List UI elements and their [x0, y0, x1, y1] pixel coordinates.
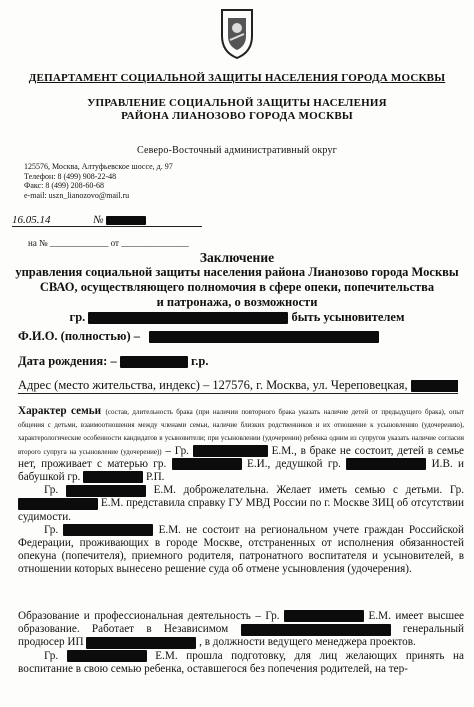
outgoing-date-number: 16.05.14 № — [12, 214, 202, 227]
fio-field: Ф.И.О. (полностью) – — [18, 329, 379, 344]
birth-date-field: Дата рождения: – г.р. — [18, 354, 209, 368]
education-section: Образование и профессиональная деятельность – Гр. Е.М. имеет высшее образование. Работает в Независимом генеральный продюсер ИП , в должности ведущего менеджера проектов. Гр. Е.М. прошла подготовку, для лиц желающих принять на воспитание в свою семью ребенка, оставшегося без попечения родителей, на тер- — [18, 610, 465, 675]
district-name: Северо-Восточный административный округ — [137, 145, 337, 156]
redacted-number — [106, 216, 146, 225]
administration-name: УПРАВЛЕНИЕ СОЦИАЛЬНОЙ ЗАЩИТЫ НАСЕЛЕНИЯ РАЙОНА ЛИАНОЗОВО ГОРОДА МОСКВЫ — [87, 97, 387, 122]
redacted-name — [88, 312, 288, 324]
redacted-fio — [149, 331, 379, 343]
address-field: Адрес (место жительства, индекс) – 127576, г. Москва, ул. Череповецкая, — [18, 378, 458, 394]
redacted-address — [411, 380, 458, 392]
redacted-birth-date — [120, 356, 188, 368]
moscow-coat-of-arms-icon — [218, 6, 256, 60]
department-name: ДЕПАРТАМЕНТ СОЦИАЛЬНОЙ ЗАЩИТЫ НАСЕЛЕНИЯ ГОРОДА МОСКВЫ — [28, 72, 446, 84]
family-section: Характер семьи (состав, длительность брака (при наличии повторного брака указать наличие детей от предыдущего брака), опыт общения с детьми, взаимоотношения между членами семьи, наличие близких родственников и их отношение к усыновлению (удочерению), характерологические особенности кандидатов в усыновители; при усыновлении (удочерении) ребенка одним из супругов указать наличие согласия второго супруга на усыновление (удочерение)) – Гр. Е.М., в браке не состоит, детей в семье нет, проживает с матерью гр. Е.И., дедушкой гр. И.В. и бабушкой гр. Р.П. Гр. Е.М. доброжелательна. Желает иметь семью с детьми. Гр. Е.М. представила справку ГУ МВД России по г. Москве ЗИЦ об отсутствии судимости. Гр. Е.М. не состоит на региональном учете граждан Российской Федерации, проживающих в городе Москве, отстраненных от исполнения обязанностей опекуна (попечителя), приемного родителя, патронатного воспитателя и усыновителей, в отношении которых вынесено решение суда об отмене усыновления (удочерения). — [18, 405, 465, 576]
reference-line: на № _____________ от _______________ — [28, 238, 189, 248]
document-title: Заключение управления социальной защиты населения района Лианозово города Москвы СВАО, осуществляющего полномочия в сфере опеки, попечительства и патронажа, о возможности гр. быть усыновителем — [15, 250, 459, 324]
contact-address-block: 125576, Москва, Алтуфьевское шоссе, д. 97 Телефон: 8 (499) 908-22-48 Факс: 8 (499) 208-60-68 e-mail: uszn_lianozovo@mail.ru — [24, 162, 173, 200]
